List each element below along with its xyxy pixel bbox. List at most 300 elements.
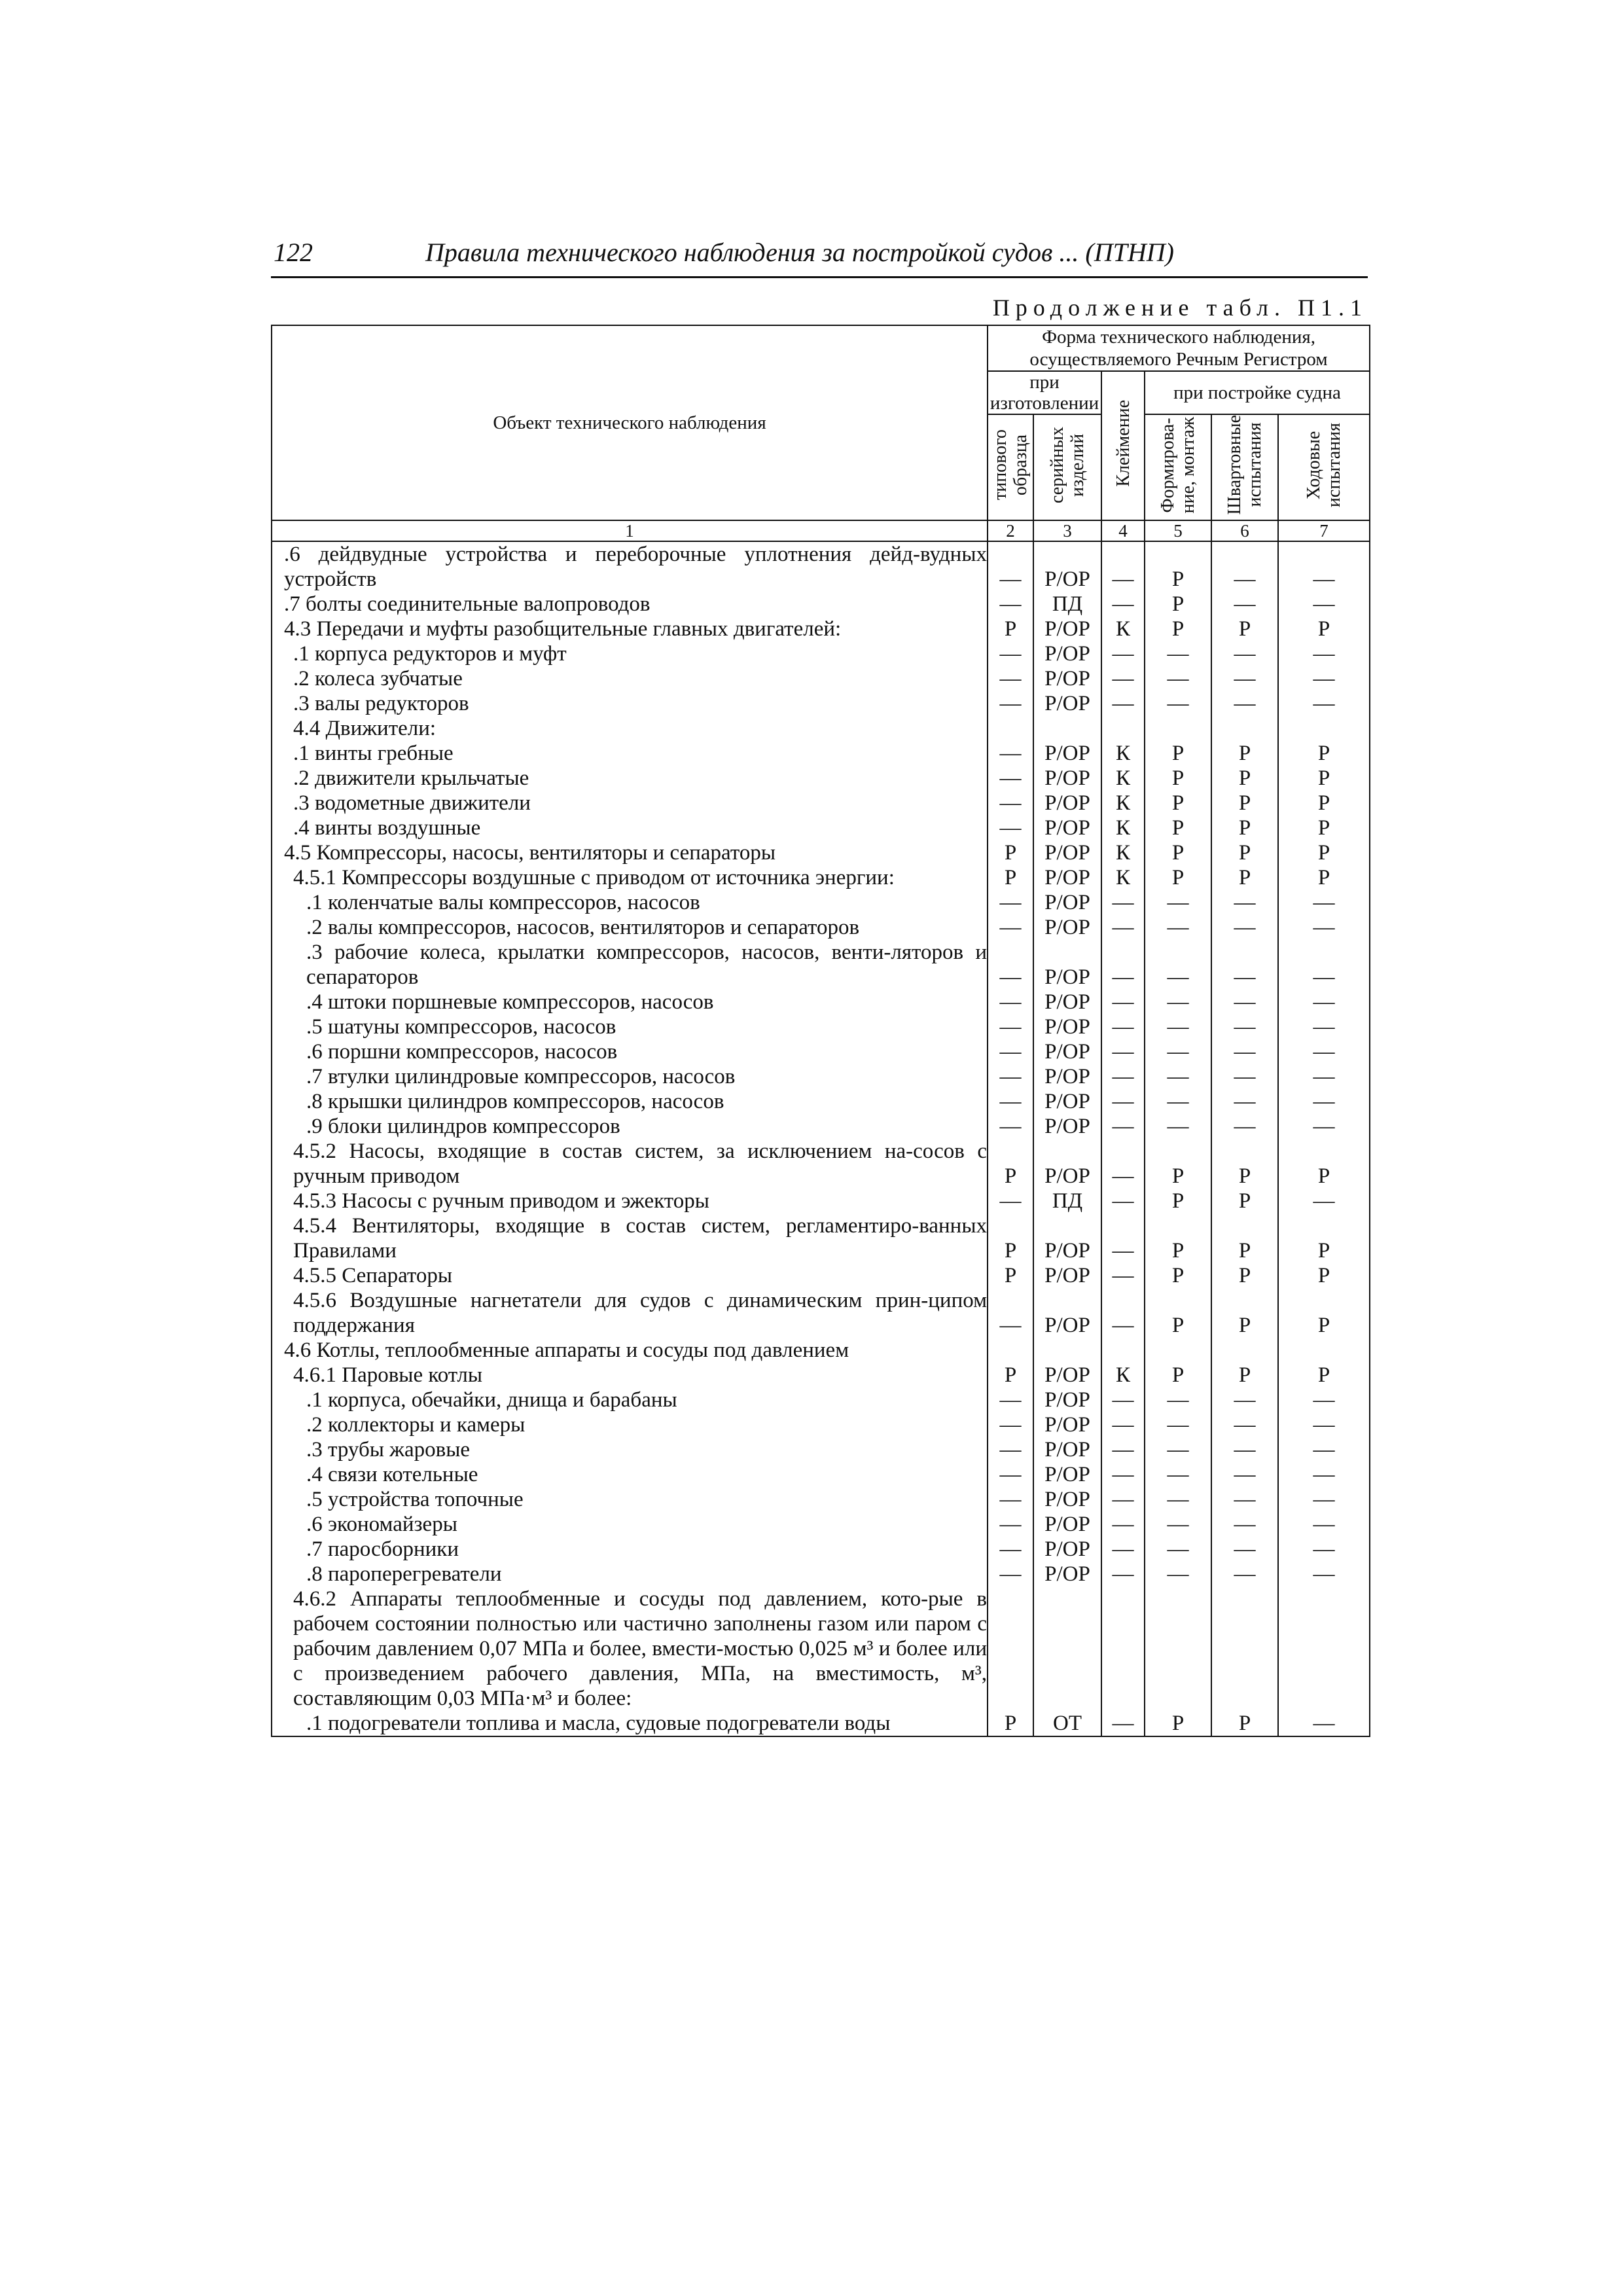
cell-c3: Р/ОР	[1033, 1537, 1101, 1562]
row-label: 4.6.1 Паровые котлы	[272, 1363, 988, 1388]
cell-c3: ПД	[1033, 592, 1101, 617]
table-row	[272, 1462, 1370, 1487]
cell-c6: Р	[1211, 766, 1278, 791]
cell-c3: Р/ОР	[1033, 1363, 1101, 1388]
cell-c2: —	[988, 1512, 1033, 1537]
cell-c5: —	[1145, 1064, 1211, 1089]
cell-c4: —	[1101, 1412, 1145, 1437]
cell-c5: Р	[1145, 617, 1211, 641]
cell-c6	[1211, 716, 1278, 741]
cell-c3: Р/ОР	[1033, 1388, 1101, 1412]
cell-c2: —	[988, 1114, 1033, 1139]
cell-c6: Р	[1211, 791, 1278, 816]
cell-c3: Р/ОР	[1033, 1288, 1101, 1338]
cell-c6: —	[1211, 1487, 1278, 1512]
cell-c4: —	[1101, 1288, 1145, 1338]
cell-c7: —	[1278, 940, 1370, 990]
cell-c7: —	[1278, 541, 1370, 592]
cell-c6: —	[1211, 592, 1278, 617]
cell-c2: Р	[988, 1139, 1033, 1189]
cell-c4: —	[1101, 890, 1145, 915]
cell-c5	[1145, 1338, 1211, 1363]
table-row	[272, 1064, 1370, 1089]
table-continuation-caption: Продолжение табл. П1.1	[992, 295, 1368, 321]
object-column-header: Объект технического наблюдения	[272, 325, 988, 520]
cell-c4	[1101, 1587, 1145, 1711]
row-label: .3 трубы жаровые	[272, 1437, 988, 1462]
cell-c3: Р/ОР	[1033, 1562, 1101, 1587]
table-row	[272, 1363, 1370, 1388]
cell-c5: Р	[1145, 1711, 1211, 1736]
cell-c2: Р	[988, 1263, 1033, 1288]
cell-c4: —	[1101, 1014, 1145, 1039]
cell-c7: —	[1278, 1089, 1370, 1114]
prototype-column-header	[988, 414, 1033, 520]
table-body	[272, 541, 1370, 1736]
cell-c7: —	[1278, 1537, 1370, 1562]
row-label: 4.5.3 Насосы с ручным приводом и эжекторы	[272, 1189, 988, 1213]
forming-column-header	[1145, 414, 1211, 520]
cell-c6: Р	[1211, 1189, 1278, 1213]
page-number: 122	[274, 238, 313, 267]
cell-c3: Р/ОР	[1033, 691, 1101, 716]
row-label: 4.5.1 Компрессоры воздушные с приводом от источника энергии:	[272, 865, 988, 890]
cell-c3	[1033, 1338, 1101, 1363]
cell-c4: —	[1101, 1213, 1145, 1263]
cell-c3: Р/ОР	[1033, 617, 1101, 641]
cell-c5: Р	[1145, 1363, 1211, 1388]
cell-c5: —	[1145, 940, 1211, 990]
cell-c6: —	[1211, 1064, 1278, 1089]
cell-c3: Р/ОР	[1033, 791, 1101, 816]
row-label: .9 блоки цилиндров компрессоров	[272, 1114, 988, 1139]
page-header	[271, 236, 1368, 278]
cell-c4: —	[1101, 592, 1145, 617]
table-row	[272, 1412, 1370, 1437]
prototype-column-label: типового образца	[990, 429, 1031, 501]
cell-c6: —	[1211, 1412, 1278, 1437]
cell-c3: Р/ОР	[1033, 1437, 1101, 1462]
cell-c5: —	[1145, 1437, 1211, 1462]
cell-c5: Р	[1145, 816, 1211, 840]
table-row	[272, 1388, 1370, 1412]
row-label: .1 подогреватели топлива и масла, судовые подогреватели воды	[272, 1711, 988, 1736]
row-label: .2 движители крыльчатые	[272, 766, 988, 791]
cell-c7: Р	[1278, 816, 1370, 840]
cell-c5	[1145, 1587, 1211, 1711]
cell-c2	[988, 716, 1033, 741]
cell-c4: К	[1101, 865, 1145, 890]
cell-c7: —	[1278, 691, 1370, 716]
cell-c7: —	[1278, 915, 1370, 940]
column-number: 4	[1101, 520, 1145, 541]
cell-c4: —	[1101, 1562, 1145, 1587]
cell-c7: Р	[1278, 840, 1370, 865]
row-label: .4 связи котельные	[272, 1462, 988, 1487]
cell-c3: Р/ОР	[1033, 1512, 1101, 1537]
cell-c2: Р	[988, 840, 1033, 865]
cell-c2: —	[988, 915, 1033, 940]
cell-c5: —	[1145, 1412, 1211, 1437]
cell-c2: —	[988, 940, 1033, 990]
cell-c7: —	[1278, 1562, 1370, 1587]
table-row	[272, 840, 1370, 865]
cell-c6: —	[1211, 940, 1278, 990]
cell-c6: Р	[1211, 816, 1278, 840]
row-label: .4 штоки поршневые компрессоров, насосов	[272, 990, 988, 1014]
cell-c5: —	[1145, 666, 1211, 691]
cell-c5: —	[1145, 1014, 1211, 1039]
cell-c4: —	[1101, 1437, 1145, 1462]
cell-c5: —	[1145, 1462, 1211, 1487]
marking-column-label: Клеймение	[1113, 400, 1133, 487]
cell-c5: Р	[1145, 541, 1211, 592]
cell-c7: —	[1278, 641, 1370, 666]
cell-c3: Р/ОР	[1033, 641, 1101, 666]
cell-c2: —	[988, 1462, 1033, 1487]
cell-c4: —	[1101, 1189, 1145, 1213]
table-row	[272, 1487, 1370, 1512]
cell-c4: —	[1101, 641, 1145, 666]
cell-c3: Р/ОР	[1033, 816, 1101, 840]
serial-column-label: серийных изделий	[1047, 427, 1088, 503]
row-label: 4.6 Котлы, теплообменные аппараты и сосуды под давлением	[272, 1338, 988, 1363]
cell-c2: —	[988, 691, 1033, 716]
cell-c7: Р	[1278, 865, 1370, 890]
cell-c4: К	[1101, 840, 1145, 865]
row-label: .7 паросборники	[272, 1537, 988, 1562]
cell-c6: —	[1211, 915, 1278, 940]
cell-c6: Р	[1211, 1213, 1278, 1263]
cell-c7: Р	[1278, 1213, 1370, 1263]
row-label: .5 шатуны компрессоров, насосов	[272, 1014, 988, 1039]
cell-c2: —	[988, 1437, 1033, 1462]
row-label: .5 устройства топочные	[272, 1487, 988, 1512]
column-number: 3	[1033, 520, 1101, 541]
cell-c2: Р	[988, 1363, 1033, 1388]
cell-c3: Р/ОР	[1033, 1487, 1101, 1512]
row-label: .1 корпуса редукторов и муфт	[272, 641, 988, 666]
table-row	[272, 1213, 1370, 1263]
cell-c7: —	[1278, 1014, 1370, 1039]
cell-c3: Р/ОР	[1033, 1014, 1101, 1039]
cell-c7: —	[1278, 1039, 1370, 1064]
cell-c4: К	[1101, 816, 1145, 840]
cell-c2: —	[988, 791, 1033, 816]
cell-c5: —	[1145, 641, 1211, 666]
cell-c4: —	[1101, 1064, 1145, 1089]
cell-c6: Р	[1211, 865, 1278, 890]
cell-c5: Р	[1145, 766, 1211, 791]
cell-c2: —	[988, 1487, 1033, 1512]
cell-c2: —	[988, 641, 1033, 666]
cell-c7: Р	[1278, 1139, 1370, 1189]
cell-c7: Р	[1278, 617, 1370, 641]
cell-c5	[1145, 716, 1211, 741]
cell-c5: Р	[1145, 791, 1211, 816]
cell-c3: Р/ОР	[1033, 840, 1101, 865]
cell-c7: —	[1278, 890, 1370, 915]
cell-c6: Р	[1211, 1288, 1278, 1338]
cell-c4: —	[1101, 541, 1145, 592]
cell-c2: —	[988, 1089, 1033, 1114]
cell-c6: —	[1211, 1388, 1278, 1412]
cell-c4: —	[1101, 1537, 1145, 1562]
table-row	[272, 1014, 1370, 1039]
table-row	[272, 1711, 1370, 1736]
marking-column-header	[1101, 371, 1145, 520]
cell-c7: Р	[1278, 1363, 1370, 1388]
cell-c4: —	[1101, 1114, 1145, 1139]
cell-c7: —	[1278, 1711, 1370, 1736]
cell-c7: Р	[1278, 1288, 1370, 1338]
table-row	[272, 1139, 1370, 1189]
table-row	[272, 1512, 1370, 1537]
cell-c7: —	[1278, 1462, 1370, 1487]
cell-c5: —	[1145, 1114, 1211, 1139]
cell-c2: Р	[988, 1711, 1033, 1736]
cell-c6: Р	[1211, 1139, 1278, 1189]
cell-c7: —	[1278, 990, 1370, 1014]
cell-c5: —	[1145, 1388, 1211, 1412]
table-row	[272, 1288, 1370, 1338]
cell-c2: —	[988, 890, 1033, 915]
cell-c5: Р	[1145, 1213, 1211, 1263]
cell-c2: —	[988, 741, 1033, 766]
cell-c3: Р/ОР	[1033, 1064, 1101, 1089]
cell-c5: Р	[1145, 865, 1211, 890]
cell-c2: —	[988, 592, 1033, 617]
cell-c2: —	[988, 666, 1033, 691]
supervision-table	[271, 325, 1370, 1737]
cell-c5: —	[1145, 1562, 1211, 1587]
cell-c2: —	[988, 1388, 1033, 1412]
cell-c6: Р	[1211, 1263, 1278, 1288]
table-row	[272, 1587, 1370, 1711]
serial-column-header	[1033, 414, 1101, 520]
cell-c3: ПД	[1033, 1189, 1101, 1213]
cell-c5: Р	[1145, 1288, 1211, 1338]
sea-trials-column-label: Ходовые испытания	[1304, 422, 1345, 508]
cell-c6: —	[1211, 1537, 1278, 1562]
column-number: 6	[1211, 520, 1278, 541]
cell-c5: —	[1145, 915, 1211, 940]
cell-c6: Р	[1211, 840, 1278, 865]
cell-c6: Р	[1211, 617, 1278, 641]
cell-c5: —	[1145, 890, 1211, 915]
cell-c3: Р/ОР	[1033, 1412, 1101, 1437]
cell-c7: Р	[1278, 741, 1370, 766]
cell-c6: —	[1211, 990, 1278, 1014]
row-label: .8 крышки цилиндров компрессоров, насосов	[272, 1089, 988, 1114]
table-row	[272, 541, 1370, 592]
cell-c2	[988, 1587, 1033, 1711]
cell-c4: —	[1101, 691, 1145, 716]
cell-c4: —	[1101, 1039, 1145, 1064]
cell-c6: —	[1211, 1437, 1278, 1462]
cell-c2: —	[988, 1537, 1033, 1562]
cell-c3: Р/ОР	[1033, 990, 1101, 1014]
table-row	[272, 915, 1370, 940]
cell-c5: Р	[1145, 1139, 1211, 1189]
cell-c6: —	[1211, 1512, 1278, 1537]
table-row	[272, 1437, 1370, 1462]
cell-c2: —	[988, 990, 1033, 1014]
table-row	[272, 990, 1370, 1014]
cell-c6: —	[1211, 691, 1278, 716]
cell-c4: —	[1101, 1263, 1145, 1288]
column-number: 2	[988, 520, 1033, 541]
cell-c2: —	[988, 1562, 1033, 1587]
column-number: 5	[1145, 520, 1211, 541]
cell-c2: —	[988, 766, 1033, 791]
cell-c3	[1033, 1587, 1101, 1711]
table-row	[272, 1089, 1370, 1114]
table-row	[272, 666, 1370, 691]
cell-c4: —	[1101, 915, 1145, 940]
cell-c5: —	[1145, 1537, 1211, 1562]
cell-c6: —	[1211, 1089, 1278, 1114]
cell-c4: К	[1101, 741, 1145, 766]
row-label: .6 дейдвудные устройства и переборочные уплотнения дейд-вудных устройств	[272, 541, 988, 592]
cell-c2: —	[988, 816, 1033, 840]
column-number: 1	[272, 520, 988, 541]
row-label: .3 рабочие колеса, крылатки компрессоров, насосов, венти-ляторов и сепараторов	[272, 940, 988, 990]
cell-c6: —	[1211, 1039, 1278, 1064]
table-row	[272, 816, 1370, 840]
cell-c7	[1278, 716, 1370, 741]
table-row	[272, 890, 1370, 915]
cell-c2: Р	[988, 617, 1033, 641]
table-row	[272, 1562, 1370, 1587]
cell-c7	[1278, 1587, 1370, 1711]
cell-c7: Р	[1278, 766, 1370, 791]
cell-c4: —	[1101, 940, 1145, 990]
cell-c5: —	[1145, 1039, 1211, 1064]
table-row	[272, 1537, 1370, 1562]
cell-c4: —	[1101, 1512, 1145, 1537]
row-label: .3 водометные движители	[272, 791, 988, 816]
cell-c6: —	[1211, 1014, 1278, 1039]
cell-c5: Р	[1145, 741, 1211, 766]
manufacturing-group-header: при изготовлении	[988, 371, 1101, 414]
cell-c4	[1101, 716, 1145, 741]
row-label: 4.6.2 Аппараты теплообменные и сосуды под давлением, кото-рые в рабочем состоянии полностью или частично заполнены газом или паром с рабочим давлением 0,07 МПа и более, вмести-мостью 0,025 м³ и более или с произведением рабочего давления, МПа, на вместимость, м³, составляющим 0,03 МПа·м³ и более:	[272, 1587, 988, 1711]
row-label: .4 винты воздушные	[272, 816, 988, 840]
cell-c7: —	[1278, 1512, 1370, 1537]
row-label: .6 экономайзеры	[272, 1512, 988, 1537]
cell-c3: Р/ОР	[1033, 1139, 1101, 1189]
table-row	[272, 1263, 1370, 1288]
cell-c3: Р/ОР	[1033, 890, 1101, 915]
cell-c4: К	[1101, 791, 1145, 816]
cell-c3: Р/ОР	[1033, 1213, 1101, 1263]
cell-c5: Р	[1145, 1263, 1211, 1288]
cell-c2: Р	[988, 1213, 1033, 1263]
row-label: .1 корпуса, обечайки, днища и барабаны	[272, 1388, 988, 1412]
table-row	[272, 641, 1370, 666]
cell-c3: Р/ОР	[1033, 766, 1101, 791]
cell-c5: —	[1145, 691, 1211, 716]
row-label: .2 валы компрессоров, насосов, вентиляторов и сепараторов	[272, 915, 988, 940]
cell-c5: —	[1145, 1487, 1211, 1512]
cell-c6: —	[1211, 1114, 1278, 1139]
cell-c3: Р/ОР	[1033, 1462, 1101, 1487]
cell-c7: —	[1278, 1064, 1370, 1089]
cell-c2: —	[988, 1288, 1033, 1338]
cell-c4: К	[1101, 766, 1145, 791]
cell-c6: —	[1211, 541, 1278, 592]
cell-c3	[1033, 716, 1101, 741]
forming-column-label: Формирова- ние, монтаж	[1158, 416, 1198, 514]
row-label: 4.5.2 Насосы, входящие в состав систем, за исключением на-сосов с ручным приводом	[272, 1139, 988, 1189]
table-row	[272, 716, 1370, 741]
cell-c4: —	[1101, 666, 1145, 691]
cell-c6: Р	[1211, 1363, 1278, 1388]
row-label: .6 поршни компрессоров, насосов	[272, 1039, 988, 1064]
table-row	[272, 791, 1370, 816]
table-row	[272, 1189, 1370, 1213]
table-row	[272, 940, 1370, 990]
row-label: 4.5.5 Сепараторы	[272, 1263, 988, 1288]
cell-c7: —	[1278, 1114, 1370, 1139]
cell-c7: —	[1278, 1412, 1370, 1437]
row-label: .3 валы редукторов	[272, 691, 988, 716]
cell-c2: —	[988, 1014, 1033, 1039]
sea-trials-column-header	[1278, 414, 1370, 520]
row-label: .1 винты гребные	[272, 741, 988, 766]
cell-c2: —	[988, 1064, 1033, 1089]
column-number: 7	[1278, 520, 1370, 541]
cell-c2: —	[988, 1039, 1033, 1064]
cell-c4: —	[1101, 1139, 1145, 1189]
mooring-column-header	[1211, 414, 1278, 520]
cell-c3: ОТ	[1033, 1711, 1101, 1736]
cell-c4: —	[1101, 1462, 1145, 1487]
cell-c3: Р/ОР	[1033, 915, 1101, 940]
cell-c4: —	[1101, 1711, 1145, 1736]
cell-c6: —	[1211, 641, 1278, 666]
cell-c4	[1101, 1338, 1145, 1363]
table-row	[272, 617, 1370, 641]
cell-c5: —	[1145, 1089, 1211, 1114]
cell-c5: —	[1145, 990, 1211, 1014]
cell-c5: Р	[1145, 592, 1211, 617]
cell-c6: Р	[1211, 741, 1278, 766]
cell-c2: —	[988, 541, 1033, 592]
cell-c6: Р	[1211, 1711, 1278, 1736]
mooring-column-label: Швартовные испытания	[1224, 415, 1265, 515]
form-group-header: Форма технического наблюдения, осуществляемого Речным Регистром	[988, 325, 1370, 371]
row-label: 4.3 Передачи и муфты разобщительные главных двигателей:	[272, 617, 988, 641]
running-title: Правила технического наблюдения за постройкой судов ... (ПТНП)	[425, 238, 1174, 267]
cell-c7	[1278, 1338, 1370, 1363]
cell-c5: —	[1145, 1512, 1211, 1537]
table-row	[272, 741, 1370, 766]
table-row	[272, 1338, 1370, 1363]
table-row	[272, 592, 1370, 617]
cell-c7: —	[1278, 592, 1370, 617]
table-row	[272, 1039, 1370, 1064]
row-label: .7 втулки цилиндровые компрессоров, насосов	[272, 1064, 988, 1089]
cell-c5: Р	[1145, 840, 1211, 865]
cell-c4: —	[1101, 1388, 1145, 1412]
table-row	[272, 865, 1370, 890]
cell-c6: —	[1211, 666, 1278, 691]
cell-c3: Р/ОР	[1033, 1114, 1101, 1139]
cell-c6: —	[1211, 1462, 1278, 1487]
row-label: 4.4 Движители:	[272, 716, 988, 741]
